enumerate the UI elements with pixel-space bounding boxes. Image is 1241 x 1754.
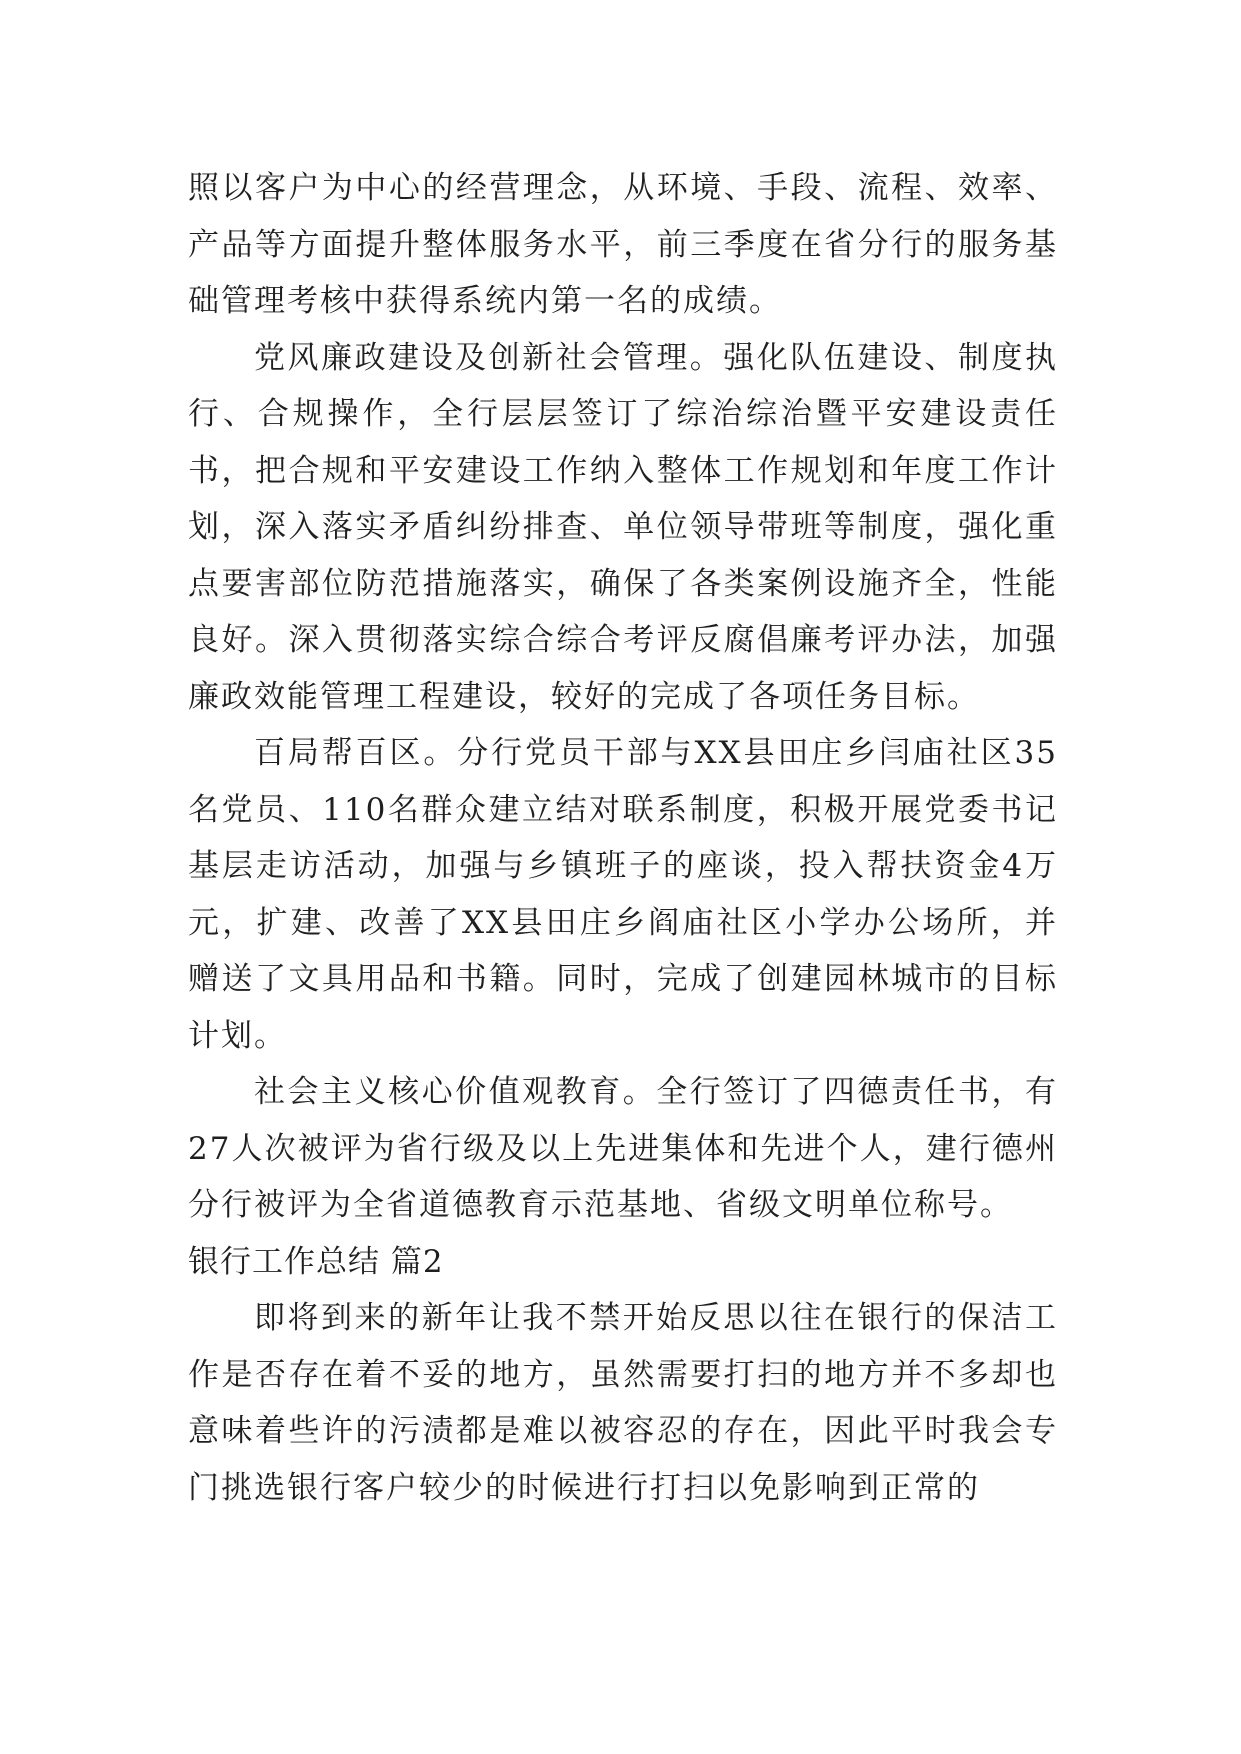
- paragraph-cleaning-reflection: 即将到来的新年让我不禁开始反思以往在银行的保洁工作是否存在着不妥的地方，虽然需要打扫的地方并不多却也意味着些许的污渍都是难以被容忍的存在，因此平时我会专门挑选银行客户较少的时候进行打扫以免影响到正常的: [188, 1300, 1058, 1506]
- paragraph-core-values: 社会主义核心价值观教育。全行签订了四德责任书，有27人次被评为省行级及以上先进集体和先进个人，建行德州分行被评为全省道德教育示范基地、省级文明单位称号。: [188, 1074, 1058, 1223]
- document-body: [188, 160, 1058, 1516]
- section-heading: 银行工作总结 篇2: [188, 1243, 444, 1280]
- paragraph-community-assistance: 百局帮百区。分行党员干部与XX县田庄乡闫庙社区35名党员、110名群众建立结对联系制度，积极开展党委书记基层走访活动，加强与乡镇班子的座谈，投入帮扶资金4万元，扩建、改善了XX县田庄乡阎庙社区小学办公场所，并赠送了文具用品和书籍。同时，完成了创建园林城市的目标计划。: [188, 735, 1058, 1054]
- paragraph-continuation: 照以客户为中心的经营理念，从环境、手段、流程、效率、产品等方面提升整体服务水平，前三季度在省分行的服务基础管理考核中获得系统内第一名的成绩。: [188, 170, 1058, 319]
- paragraph-party-integrity: 党风廉政建设及创新社会管理。强化队伍建设、制度执行、合规操作，全行层层签订了综治综治暨平安建设责任书，把合规和平安建设工作纳入整体工作规划和年度工作计划，深入落实矛盾纠纷排查、单位领导带班等制度，强化重点要害部位防范措施落实，确保了各类案例设施齐全，性能良好。深入贯彻落实综合综合考评反腐倡廉考评办法，加强廉政效能管理工程建设，较好的完成了各项任务目标。: [188, 339, 1058, 715]
